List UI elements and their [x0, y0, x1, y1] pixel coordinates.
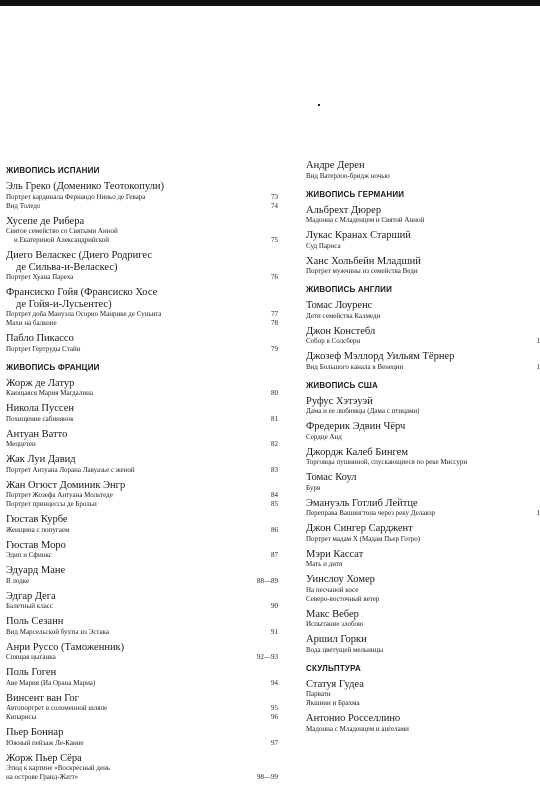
work-title: Портрет кардинала Фернандо Ниньо де Гевара [6, 192, 146, 201]
work-row [6, 389, 278, 398]
work-row [6, 319, 278, 328]
work-title: Буря [306, 483, 321, 492]
page-number: 84 [271, 491, 278, 499]
work-row [306, 646, 540, 655]
work-title: Торговцы пушниной, спускающиеся по реке Миссури [306, 458, 468, 466]
work-title: Балетный класс [6, 602, 54, 610]
toc-entry [6, 540, 278, 561]
toc-entry [306, 351, 540, 372]
work-row [306, 312, 540, 321]
section-heading: ЖИВОПИСЬ ИСПАНИИ [6, 166, 100, 175]
toc-entry [6, 480, 278, 510]
artist-name: Ханс Хольбейн Младший [306, 255, 421, 267]
work-row [306, 407, 540, 416]
page-number: 78 [271, 319, 278, 327]
page-number: 87 [271, 551, 278, 559]
work-row [6, 491, 278, 500]
page-number: 75 [271, 236, 278, 244]
artist-name: Джозеф Мэллорд Уильям Тёрнер [306, 351, 455, 362]
page-number: 92—93 [257, 653, 278, 661]
artist-name: Джон Сингер Сарджент [306, 523, 413, 534]
work-row [6, 227, 278, 236]
work-title: В лодке [6, 576, 30, 585]
artist-name: Джордж Калеб Бингем [306, 446, 408, 458]
work-title: Южный пейзаж Ле-Канне [6, 738, 84, 747]
section-heading: ЖИВОПИСЬ ГЕРМАНИИ [306, 189, 405, 199]
page-number: 81 [271, 414, 278, 423]
page-number: 77 [271, 310, 278, 318]
page-number: 95 [271, 704, 278, 712]
artist-name: Жорж де Латур [6, 377, 75, 389]
page-number: 97 [271, 738, 278, 747]
work-row [306, 535, 540, 544]
toc-entry [6, 753, 278, 783]
work-row [6, 193, 278, 202]
work-row [6, 713, 278, 722]
work-title: Портрет принцессы де Брольи [6, 500, 97, 508]
work-row [306, 484, 540, 493]
artist-name: Джон Констебл [306, 325, 376, 337]
artist-name: Поль Сезанн [6, 616, 64, 627]
section-heading: ЖИВОПИСЬ США [306, 380, 379, 390]
work-row [306, 586, 540, 595]
page-number: 90 [271, 602, 278, 610]
toc-entry [306, 634, 540, 655]
artist-name: Эдуард Мане [6, 565, 66, 576]
toc-entry [6, 642, 278, 663]
toc-entry [306, 549, 540, 570]
toc-entry [6, 565, 278, 586]
work-title: Кающаяся Мария Магдалина [6, 389, 93, 397]
work-title: Автопортрет в соломенной шляпе [6, 704, 108, 712]
work-row [306, 560, 540, 569]
work-row [6, 526, 278, 535]
toc-entry [306, 523, 540, 544]
work-title: Дети семейства Калмеди [306, 311, 381, 320]
toc-entry [306, 421, 540, 442]
work-title: Мадонна с Младенцем и ангелами [306, 724, 409, 733]
work-title: Портрет Хуана Пареха [6, 273, 74, 281]
page-number: 74 [271, 201, 278, 210]
work-title: Дама и ее любимцы (Дама с птицами) [306, 407, 420, 415]
artist-name: Жак Луи Давид [6, 454, 76, 465]
toc-entry [6, 378, 278, 399]
work-row [306, 458, 540, 467]
toc-entry [306, 498, 540, 519]
page-number: 94 [271, 678, 278, 687]
work-row [6, 345, 278, 354]
work-row [6, 679, 278, 688]
work-title: Якшини и Брахма [306, 699, 360, 707]
artist-name: Анри Руссо (Таможенник) [6, 641, 125, 653]
work-row [6, 653, 278, 662]
artist-name: де Сильва-и-Веласкес) [16, 261, 118, 273]
work-row [6, 704, 278, 713]
work-title: Мать и дитя [306, 560, 343, 568]
artist-name: Фредерик Эдвин Чёрч [306, 421, 406, 432]
work-title: Меццетен [6, 440, 36, 448]
work-row [6, 236, 278, 245]
toc-entry [6, 693, 278, 723]
section-heading: ЖИВОПИСЬ ФРАНЦИИ [6, 362, 100, 372]
artist-name: Поль Гоген [6, 667, 57, 678]
page-number: 1 [536, 362, 540, 371]
artist-name: Альбрехт Дюрер [306, 204, 382, 216]
toc-entry [306, 230, 540, 251]
page-number: 96 [271, 713, 278, 721]
artist-name: Пабло Пикассо [6, 333, 74, 344]
artist-name: Гюстав Курбе [6, 514, 68, 525]
artist-name: Хусепе де Рибера [6, 215, 85, 227]
work-title: Парвати [306, 690, 331, 698]
artist-name: Гюстав Моро [6, 539, 66, 551]
work-title: Портрет Гертруды Стайн [6, 344, 81, 353]
work-row [306, 433, 540, 442]
toc-entry [6, 333, 278, 354]
artist-name: де Гойя-и-Лусьентес) [16, 298, 112, 310]
page-number: 91 [271, 627, 278, 636]
section-heading: ЖИВОПИСЬ АНГЛИИ [306, 285, 393, 294]
artist-name: Эль Греко (Доменико Теотокопули) [6, 181, 164, 192]
work-row [6, 577, 278, 586]
work-row [306, 620, 540, 629]
work-row [6, 602, 278, 611]
artist-name: Жан Огюст Доминик Энгр [6, 479, 126, 491]
toc-entry [6, 181, 278, 211]
toc-entry [306, 300, 540, 321]
page-number: 83 [271, 465, 278, 474]
artist-name: Андре Дерен [306, 160, 365, 171]
artist-name: Аршил Горки [306, 634, 367, 645]
work-title: Собор в Солсбери [306, 337, 361, 345]
work-title: Мадонна с Младенцем и Святой Анной [306, 216, 425, 224]
toc-entry [6, 403, 278, 424]
work-row [6, 415, 278, 424]
work-title: на острове Гранд-Жатт» [6, 773, 79, 781]
work-row [306, 699, 540, 708]
work-title: Вода цветущей мельницы [306, 645, 384, 654]
work-title: Испытание злобою [306, 620, 364, 628]
work-row [6, 466, 278, 475]
work-title: Вид Толедо [6, 201, 41, 210]
work-row [6, 500, 278, 509]
artist-name: Лукас Кранах Старший [306, 230, 411, 241]
left-column [6, 160, 278, 787]
toc-entry [306, 679, 540, 709]
artist-name: Статуя Гудеа [306, 678, 364, 690]
toc-entry [6, 250, 278, 282]
artist-name: Диего Веласкес (Диего Родригес [6, 250, 152, 261]
work-row [306, 690, 540, 699]
work-row [306, 172, 540, 181]
work-row [6, 739, 278, 748]
work-title: Портрет мужчины из семейства Веди [306, 267, 418, 275]
artist-name: Эмануэль Готлиб Лейтце [306, 497, 418, 509]
page-number: 1 [536, 509, 540, 517]
toc-entry [6, 514, 278, 535]
work-row [6, 773, 278, 782]
work-row [306, 242, 540, 251]
toc-entry [306, 447, 540, 468]
artist-name: Уинслоу Хомер [306, 574, 375, 585]
page-number: 80 [271, 389, 278, 397]
page-number: 82 [271, 440, 278, 448]
work-row [6, 764, 278, 773]
top-black-bar [0, 0, 540, 6]
work-row [306, 337, 540, 346]
section-heading: СКУЛЬПТУРА [306, 663, 361, 673]
toc-entry [6, 591, 278, 612]
artist-name: Антуан Ватто [6, 428, 68, 440]
work-title: Переправа Вашингтона через реку Делавэр [306, 509, 436, 517]
artist-name: Пьер Боннар [6, 727, 64, 738]
artist-name: Антонио Росселлино [306, 713, 401, 724]
right-column [306, 160, 540, 739]
work-row [306, 363, 540, 372]
work-title: Похищение сабинянок [6, 414, 74, 423]
work-row [306, 595, 540, 604]
toc-entry [306, 713, 540, 734]
work-title: Махи на балконе [6, 319, 57, 327]
work-row [306, 725, 540, 734]
toc-entry [306, 574, 540, 604]
work-title: Этюд к картине «Воскресный день [6, 764, 111, 772]
page-number: 86 [271, 525, 278, 534]
toc-entry [6, 727, 278, 748]
work-row [6, 628, 278, 637]
work-title: Кипарисы [6, 713, 37, 721]
work-title: Сердце Анд [306, 432, 342, 441]
work-row [306, 509, 540, 518]
toc-entry [306, 205, 540, 226]
toc-entry [306, 326, 540, 347]
work-row [6, 551, 278, 560]
toc-entry [6, 667, 278, 688]
artist-name: Винсент ван Гог [6, 692, 79, 704]
work-title: Эдип и Сфинкс [6, 551, 52, 559]
page-number: 1 [536, 337, 540, 345]
work-title: Портрет Жозефа Антуана Мольтеде [6, 491, 113, 499]
work-title: На песчаной косе [306, 585, 359, 594]
work-title: Вид Большого канала в Венеции [306, 362, 404, 371]
page-number: 88—89 [257, 576, 278, 585]
artist-name: Томас Коул [306, 472, 357, 483]
work-title: Женщина с попугаем [6, 525, 70, 534]
work-row [6, 310, 278, 319]
page-number: 98—99 [257, 773, 278, 781]
artist-name: Руфус Хэтэуэй [306, 395, 373, 407]
work-title: Северо-восточный ветер [306, 594, 380, 603]
page-number: 85 [271, 500, 278, 508]
page-number: 76 [271, 273, 278, 281]
toc-entry [6, 216, 278, 246]
work-row [6, 273, 278, 282]
work-title: Портрет Антуана Лорана Лавуазье с женой [6, 465, 135, 474]
work-row [6, 202, 278, 211]
work-title: Вид Марсельской бухты из Эстака [6, 627, 109, 636]
work-title: Вид Ватерлоо-бридж ночью [306, 171, 390, 180]
toc-entry [306, 396, 540, 417]
artist-name: Франсиско Гойя (Франсиско Хосе [6, 287, 158, 298]
page-number: 73 [271, 192, 278, 201]
toc-entry [6, 454, 278, 475]
page-number: 79 [271, 344, 278, 353]
artist-name: Жорж Пьер Сёра [6, 752, 82, 764]
artist-name: Томас Лоуренс [306, 300, 373, 311]
work-title: Портрет доña Мануэла Осорио Манрике де Суньига [6, 310, 162, 318]
artist-name: Никола Пуссен [6, 403, 74, 414]
work-row [306, 216, 540, 225]
toc-entry [306, 256, 540, 277]
artist-name: Макс Вебер [306, 608, 359, 620]
toc-entry [6, 616, 278, 637]
work-row [306, 267, 540, 276]
stray-dot [318, 104, 320, 106]
work-title: Святое семейство со Святыми Анной [6, 227, 118, 235]
artist-name: Мэри Кассат [306, 548, 364, 560]
toc-entry [6, 429, 278, 450]
work-title: Аве Мария (Иа Орана Мариа) [6, 678, 96, 687]
work-title: Суд Париса [306, 241, 341, 250]
toc-entry [6, 287, 278, 328]
artist-name: Эдгар Дега [6, 590, 56, 602]
toc-entry [306, 472, 540, 493]
toc-entry [306, 609, 540, 630]
toc-entry [306, 160, 540, 181]
work-title: Портрет мадам Х (Мадам Пьер Готро) [306, 534, 421, 543]
work-row [6, 440, 278, 449]
work-title: и Екатериной Александрийской [14, 236, 110, 244]
work-title: Спящая цыганка [6, 653, 56, 661]
